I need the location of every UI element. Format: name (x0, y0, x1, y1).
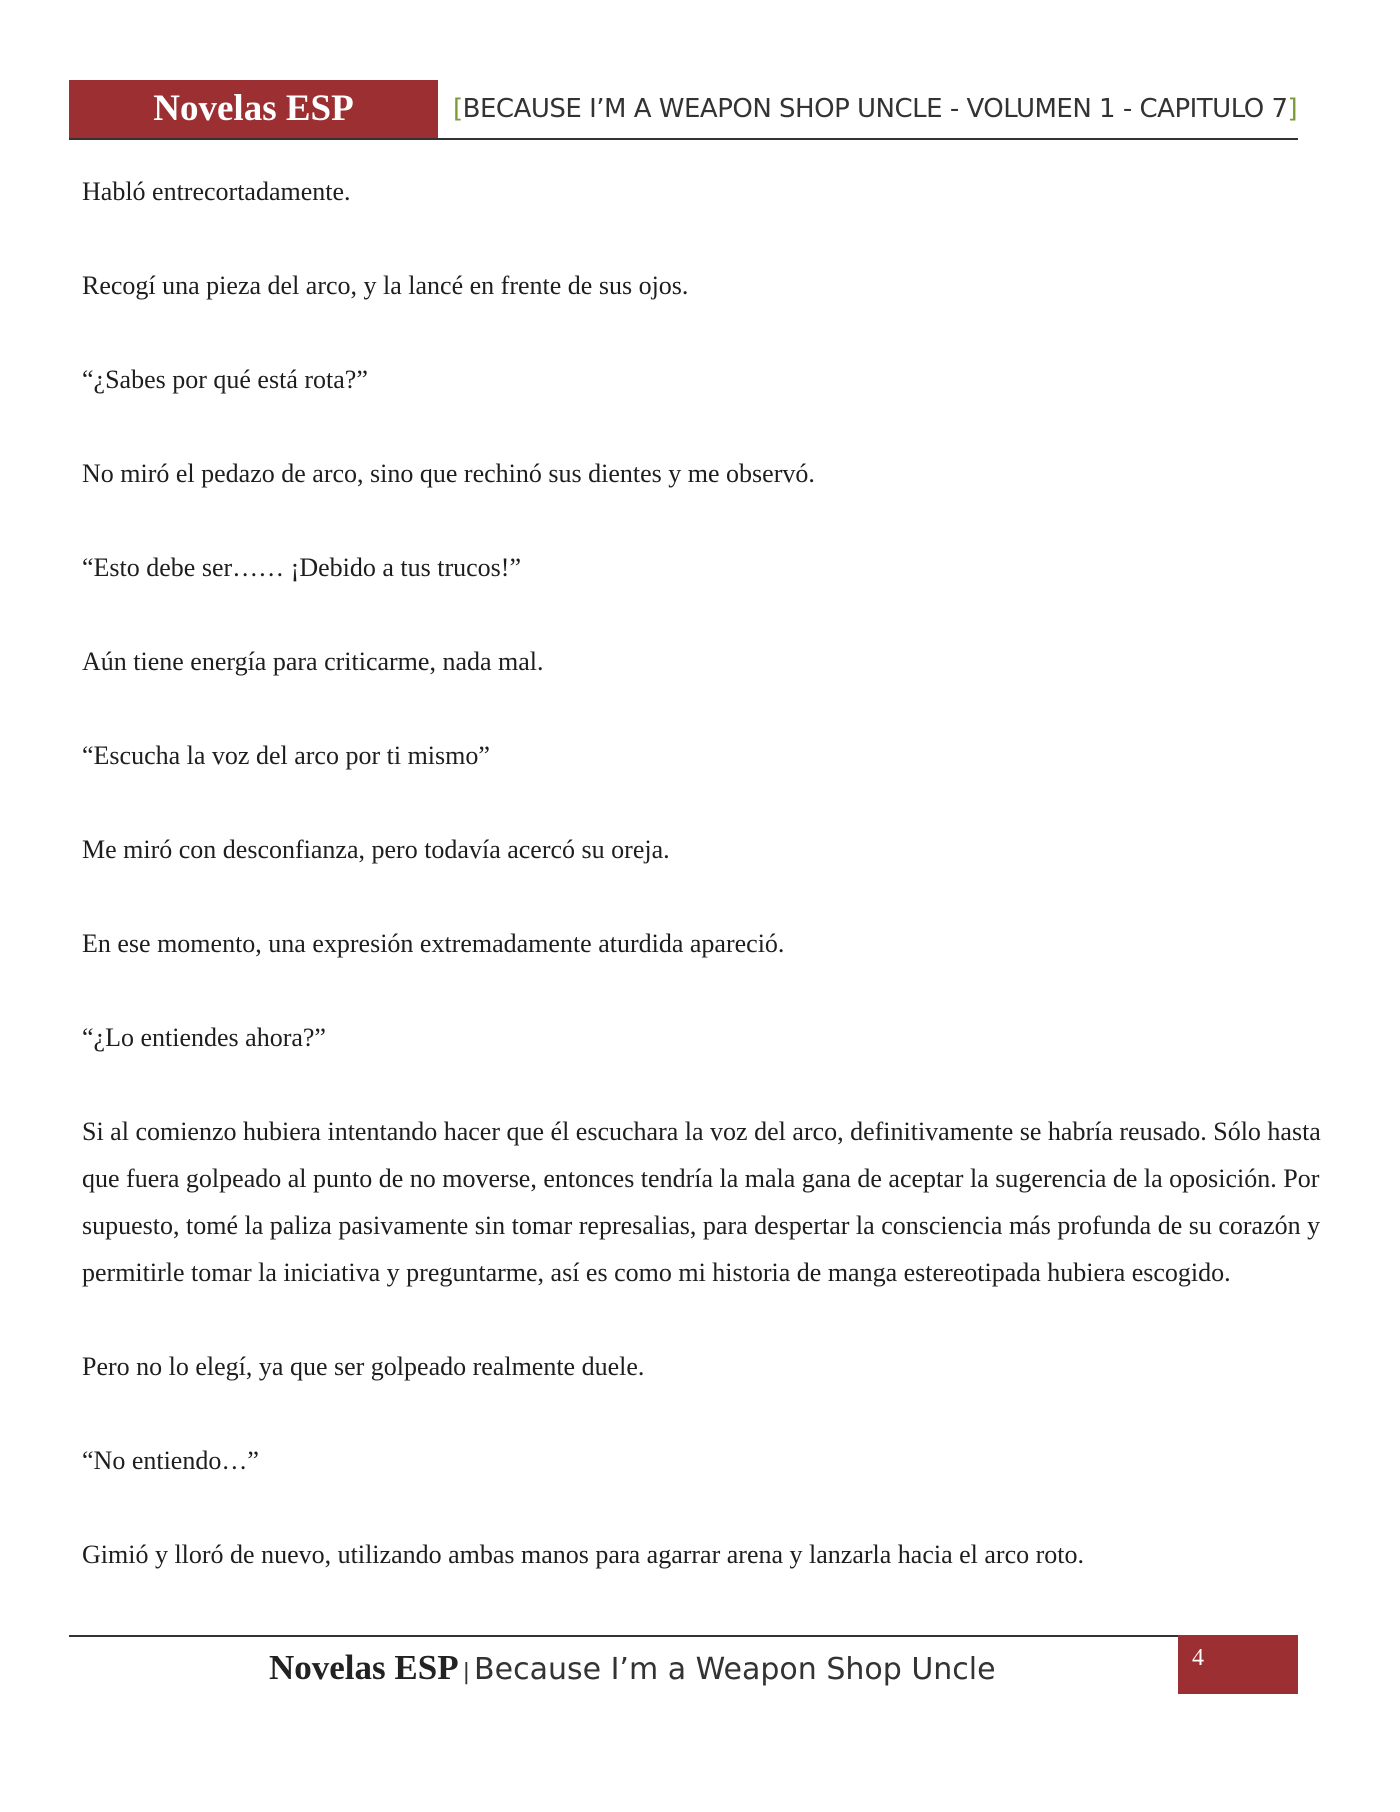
paragraph: Habló entrecortadamente. (82, 177, 351, 206)
page-number-box (1178, 1635, 1298, 1694)
paragraph: Me miró con desconfianza, pero todavía acercó su oreja. (82, 835, 670, 864)
paragraph: “Esto debe ser…… ¡Debido a tus trucos!” (82, 553, 521, 582)
page-number: 4 (1192, 1645, 1204, 1671)
title-bracket-open: [ (453, 94, 463, 124)
paragraph: Aún tiene energía para criticarme, nada mal. (82, 647, 544, 676)
title-bracket-close: ] (1287, 94, 1298, 124)
chapter-title (453, 94, 1297, 124)
paragraph: “Escucha la voz del arco por ti mismo” (82, 741, 490, 770)
paragraph: Pero no lo elegí, ya que ser golpeado realmente duele. (82, 1352, 645, 1381)
paragraph: “¿Sabes por qué está rota?” (82, 365, 368, 394)
paragraph: Gimió y lloró de nuevo, utilizando ambas manos para agarrar arena y lanzarla hacia el arco roto. (82, 1540, 1085, 1569)
paragraph: En ese momento, una expresión extremadamente aturdida apareció. (82, 929, 785, 958)
header-brand: Novelas ESP (69, 80, 438, 138)
body-text (82, 168, 1322, 1625)
footer-brand: Novelas ESP (269, 1648, 459, 1687)
paragraph: “¿Lo entiendes ahora?” (82, 1023, 326, 1052)
page-header (69, 80, 1298, 140)
footer-title: Because I’m a Weapon Shop Uncle (474, 1652, 996, 1687)
paragraph: No miró el pedazo de arco, sino que rechinó sus dientes y me observó. (82, 459, 815, 488)
footer-divider (69, 1635, 1182, 1637)
chapter-title-text: BECAUSE I’M A WEAPON SHOP UNCLE - VOLUMEN 1 - CAPITULO 7 (462, 94, 1288, 124)
header-divider (69, 138, 1298, 140)
page-footer (269, 1644, 996, 1699)
footer-separator: | (462, 1660, 471, 1685)
paragraph: Si al comienzo hubiera intentando hacer que él escuchara la voz del arco, definitivamente se habría reusado. Sólo hasta que fuera golpeado al punto de no moverse, entonces tendría la mala gana de aceptar la sugerencia de la oposición. Por supuesto, tomé la paliza pasivamente sin tomar represalias, para despertar la consciencia más profunda de su corazón y permitirle tomar la iniciativa y preguntarme, así es como mi historia de manga estereotipada hubiera escogido. (82, 1117, 1321, 1287)
paragraph: “No entiendo…” (82, 1446, 259, 1475)
paragraph: Recogí una pieza del arco, y la lancé en frente de sus ojos. (82, 271, 689, 300)
